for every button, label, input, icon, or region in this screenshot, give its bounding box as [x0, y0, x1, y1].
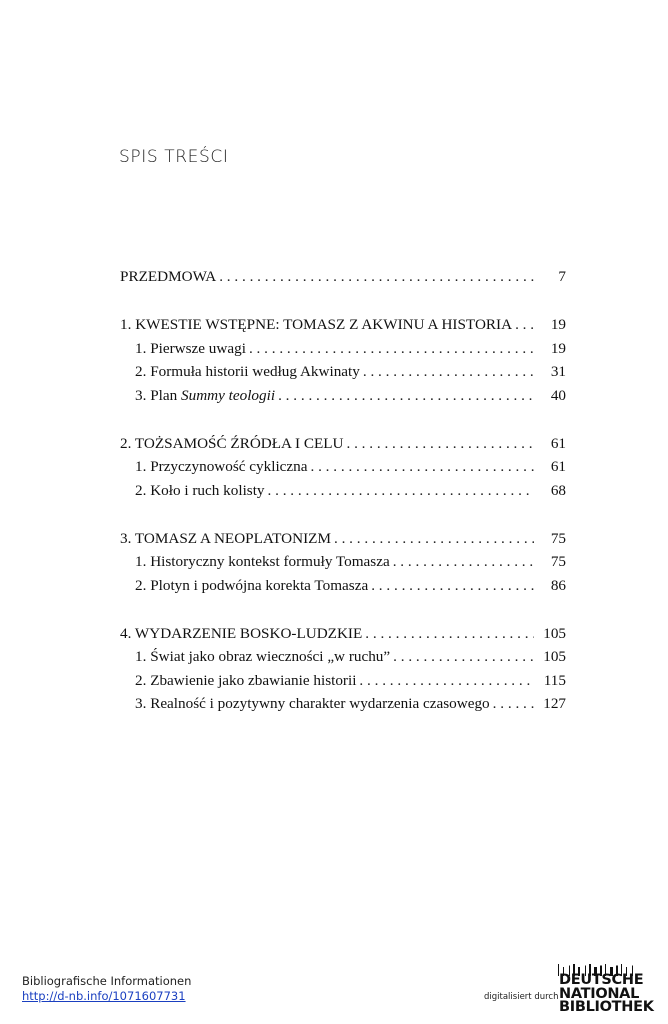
toc-subentry — [120, 360, 566, 384]
toc-subentry — [120, 550, 566, 574]
bibliographic-info — [22, 974, 191, 1004]
toc-page-number: 105 — [543, 648, 566, 665]
toc-subentry — [120, 692, 566, 716]
toc-page-number: 7 — [558, 268, 566, 285]
toc-subentry — [120, 337, 566, 361]
toc-chapter-entry — [120, 622, 566, 646]
toc-entry-title: 2. Formuła historii według Akwinaty — [135, 363, 360, 380]
toc-page-number: 19 — [550, 316, 566, 333]
toc-page-number: 40 — [550, 386, 566, 404]
toc-entry-title: 1. Świat jako obraz wieczności „w ruchu” — [135, 648, 391, 665]
toc-dot-leader — [334, 527, 534, 551]
toc-dot-leader — [278, 384, 534, 408]
toc-dot-leader — [365, 622, 534, 646]
toc-dot-leader — [493, 692, 534, 716]
toc-dot-leader — [359, 669, 534, 693]
toc-entry-title — [135, 384, 275, 408]
toc-entry-title: 1. Historyczny kontekst formuły Tomasza — [135, 553, 390, 570]
toc-page-number: 86 — [550, 576, 566, 594]
toc-page-number: 68 — [550, 481, 566, 499]
toc-chapter-entry — [120, 313, 566, 337]
toc-entry-title: 2. Koło i ruch kolisty — [135, 481, 265, 499]
toc-dot-leader — [515, 313, 534, 337]
toc-subentry — [120, 455, 566, 479]
toc-section — [120, 432, 566, 503]
toc-page-number: 105 — [543, 624, 566, 642]
toc-page-number: 75 — [550, 553, 566, 570]
toc-dot-leader — [219, 265, 534, 289]
toc-dot-leader — [393, 645, 534, 669]
toc-page-number: 31 — [550, 363, 566, 380]
toc-subentry — [120, 479, 566, 503]
toc-dot-leader — [249, 337, 534, 361]
toc-entry-title: 1. Przyczynowość cykliczna — [135, 458, 308, 475]
toc-page-number: 115 — [543, 671, 566, 689]
toc-entry-title: 1. KWESTIE WSTĘPNE: TOMASZ Z AKWINU A HISTORIA — [120, 316, 513, 333]
toc-page-number: 127 — [543, 695, 566, 712]
toc-entry-title: PRZEDMOWA — [120, 268, 217, 285]
toc-dot-leader — [363, 360, 534, 384]
toc-chapter-entry — [120, 432, 566, 456]
toc-section — [120, 622, 566, 716]
toc-section — [120, 265, 566, 289]
toc-subentry — [120, 669, 566, 693]
toc-entry-title: 3. Realność i pozytywny charakter wydarzenia czasowego — [135, 695, 490, 712]
page-title: SPIS TREŚCI — [119, 147, 229, 167]
dnb-logo-line-3: BIBLIOTHEK — [559, 999, 654, 1015]
toc-section — [120, 313, 566, 407]
toc-entry-title: 1. Pierwsze uwagi — [135, 339, 246, 357]
toc-page-number: 19 — [550, 339, 566, 357]
toc-entry-title: 2. TOŻSAMOŚĆ ŹRÓDŁA I CELU — [120, 434, 344, 452]
toc-dot-leader — [371, 574, 534, 598]
toc-subentry — [120, 384, 566, 408]
toc-page-number: 61 — [550, 458, 566, 475]
bib-info-link[interactable]: http://d-nb.info/1071607731 — [22, 989, 186, 1003]
toc-entry-title: 2. Plotyn i podwójna korekta Tomasza — [135, 576, 369, 594]
toc-dot-leader — [310, 455, 534, 479]
digitized-by-caption: digitalisiert durch — [484, 992, 559, 1002]
bib-info-label: Bibliografische Informationen — [22, 974, 192, 988]
toc-section — [120, 527, 566, 598]
toc-chapter-entry — [120, 265, 566, 289]
toc-entry-title: 2. Zbawienie jako zbawianie historii — [135, 671, 357, 689]
toc-entry-title-italic: Summy teologii — [181, 386, 276, 404]
dnb-logo-line-2: NATIONAL — [559, 985, 640, 1002]
toc-entry-title: 4. WYDARZENIE BOSKO-LUDZKIE — [120, 624, 363, 642]
toc-dot-leader — [268, 479, 534, 503]
table-of-contents — [120, 265, 566, 740]
toc-subentry — [120, 574, 566, 598]
toc-dot-leader — [346, 432, 534, 456]
dnb-logo — [558, 964, 654, 1020]
toc-entry-title-prefix: 3. Plan — [135, 386, 181, 404]
toc-entry-title: 3. TOMASZ A NEOPLATONIZM — [120, 529, 331, 547]
dnb-logo-line-1: DEUTSCHE — [559, 972, 644, 988]
toc-subentry — [120, 645, 566, 669]
toc-page-number: 61 — [550, 434, 566, 452]
toc-dot-leader — [393, 550, 534, 574]
toc-page-number: 75 — [550, 529, 566, 547]
toc-chapter-entry — [120, 527, 566, 551]
